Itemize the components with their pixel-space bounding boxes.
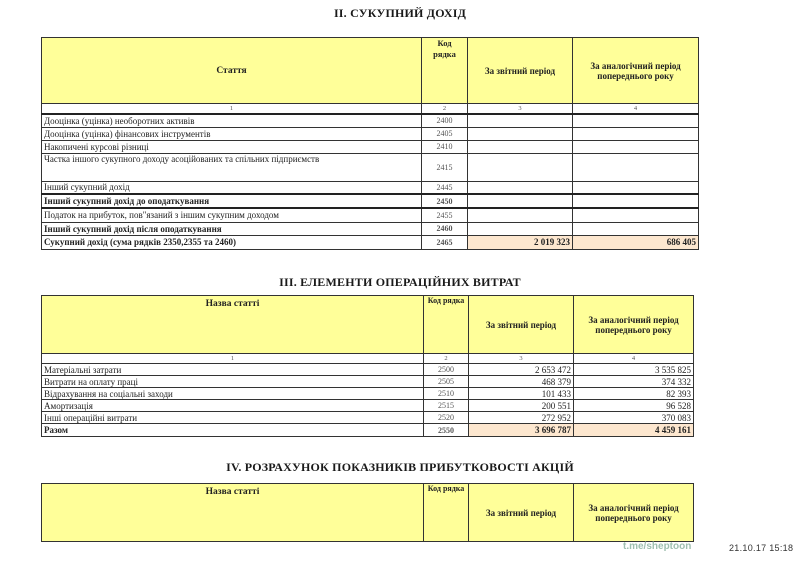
column-index-row — [42, 104, 699, 115]
row-current-value — [468, 127, 573, 140]
table-row — [42, 140, 699, 153]
column-header-previous-period — [574, 296, 694, 354]
prev-header-line1: За аналогічний період — [588, 502, 679, 513]
row-current-value: 272 952 — [469, 412, 574, 424]
row-code: 2455 — [422, 208, 468, 222]
column-header-code: Код рядка — [424, 484, 469, 542]
row-previous-value — [573, 208, 699, 222]
row-current-value — [468, 222, 573, 235]
prev-header-line1: За аналогічний період — [588, 314, 679, 325]
row-current-value: 2 019 323 — [468, 235, 573, 249]
row-label: Інший сукупний дохід після оподаткування — [42, 222, 422, 235]
timestamp: 21.10.17 15:18 — [729, 543, 794, 553]
telegram-link[interactable]: t.me/sheptoon — [623, 541, 692, 552]
row-previous-value: 686 405 — [573, 235, 699, 249]
table-row — [42, 364, 694, 376]
row-previous-value — [573, 194, 699, 208]
section-4-title: IV. РОЗРАХУНОК ПОКАЗНИКІВ ПРИБУТКОВОСТІ АКЦІЙ — [226, 460, 574, 474]
row-previous-value: 4 459 161 — [574, 424, 694, 437]
row-label: Витрати на оплату праці — [42, 376, 424, 388]
row-label: Дооцінка (уцінка) фінансових інструментів — [42, 127, 422, 140]
column-header-code: Код рядка — [424, 296, 469, 354]
column-index: 4 — [574, 354, 694, 364]
table-row — [42, 153, 699, 181]
column-header-previous-period — [574, 484, 694, 542]
row-current-value — [468, 208, 573, 222]
code-header-line2: рядка — [433, 49, 456, 59]
row-code: 2415 — [422, 153, 468, 181]
comprehensive-income-table — [41, 37, 699, 250]
column-index: 3 — [469, 354, 574, 364]
row-code: 2500 — [424, 364, 469, 376]
row-previous-value — [573, 127, 699, 140]
total-row — [42, 424, 694, 437]
row-label: Інший сукупний дохід до оподаткування — [42, 194, 422, 208]
column-index: 2 — [424, 354, 469, 364]
row-code: 2510 — [424, 388, 469, 400]
row-label: Амортизація — [42, 400, 424, 412]
row-current-value: 200 551 — [469, 400, 574, 412]
row-previous-value — [573, 140, 699, 153]
table-row — [42, 194, 699, 208]
row-current-value: 468 379 — [469, 376, 574, 388]
column-header-code — [422, 38, 468, 104]
column-header-item-name: Назва статті — [42, 484, 424, 542]
row-previous-value: 374 332 — [574, 376, 694, 388]
row-previous-value — [573, 153, 699, 181]
row-code: 2410 — [422, 140, 468, 153]
share-profitability-table — [41, 483, 694, 542]
row-previous-value: 370 083 — [574, 412, 694, 424]
row-code: 2400 — [422, 114, 468, 127]
table-row — [42, 127, 699, 140]
column-header-current-period: За звітний період — [468, 38, 573, 104]
code-header-line1: Код — [437, 38, 452, 48]
column-index: 1 — [42, 354, 424, 364]
prev-header-line2: попереднього року — [595, 324, 672, 335]
row-previous-value: 3 535 825 — [574, 364, 694, 376]
column-index: 4 — [573, 104, 699, 115]
row-previous-value — [573, 181, 699, 194]
section-2-title: II. СУКУПНИЙ ДОХІД — [333, 6, 467, 20]
table-row — [42, 412, 694, 424]
row-label: Інші операційні витрати — [42, 412, 424, 424]
table-row — [42, 388, 694, 400]
row-previous-value — [573, 114, 699, 127]
row-label: Відрахування на соціальні заходи — [42, 388, 424, 400]
row-current-value — [468, 140, 573, 153]
row-code: 2465 — [422, 235, 468, 249]
row-current-value: 101 433 — [469, 388, 574, 400]
row-code: 2550 — [424, 424, 469, 437]
row-current-value — [468, 181, 573, 194]
row-code: 2515 — [424, 400, 469, 412]
row-code: 2505 — [424, 376, 469, 388]
row-code: 2460 — [422, 222, 468, 235]
column-header-current-period: За звітний період — [469, 484, 574, 542]
column-header-previous-period — [573, 38, 699, 104]
row-code: 2405 — [422, 127, 468, 140]
row-code: 2520 — [424, 412, 469, 424]
row-label: Матеріальні затрати — [42, 364, 424, 376]
table-row — [42, 376, 694, 388]
row-label: Разом — [42, 424, 424, 437]
row-current-value — [468, 194, 573, 208]
row-label: Частка іншого сукупного доходу асоційованих та спільних підприємств — [42, 153, 422, 181]
row-label: Накопичені курсові різниці — [42, 140, 422, 153]
row-previous-value — [573, 222, 699, 235]
row-label: Інший сукупний дохід — [42, 181, 422, 194]
row-code: 2450 — [422, 194, 468, 208]
prev-header-line1: За аналогічний період — [590, 60, 681, 71]
column-index-row — [42, 354, 694, 364]
row-current-value: 3 696 787 — [469, 424, 574, 437]
prev-header-line2: попереднього року — [595, 512, 672, 523]
column-header-item-name: Назва статті — [42, 296, 424, 354]
row-label: Сукупний дохід (сума рядків 2350,2355 та 2460) — [42, 235, 422, 249]
table-row — [42, 222, 699, 235]
column-header-current-period: За звітний період — [469, 296, 574, 354]
row-current-value — [468, 114, 573, 127]
table-row — [42, 114, 699, 127]
table-row — [42, 181, 699, 194]
column-header-article: Стаття — [42, 38, 422, 104]
row-current-value: 2 653 472 — [469, 364, 574, 376]
column-index: 1 — [42, 104, 422, 115]
row-label: Дооцінка (уцінка) необоротних активів — [42, 114, 422, 127]
table-row — [42, 208, 699, 222]
row-code: 2445 — [422, 181, 468, 194]
row-previous-value: 82 393 — [574, 388, 694, 400]
row-current-value — [468, 153, 573, 181]
prev-header-line2: попереднього року — [597, 70, 674, 81]
total-row — [42, 235, 699, 249]
row-previous-value: 96 528 — [574, 400, 694, 412]
column-index: 2 — [422, 104, 468, 115]
table-row — [42, 400, 694, 412]
operating-expenses-table — [41, 295, 694, 437]
row-label: Податок на прибуток, пов"язаний з іншим сукупним доходом — [42, 208, 422, 222]
section-3-title: III. ЕЛЕМЕНТИ ОПЕРАЦІЙНИХ ВИТРАТ — [279, 275, 521, 289]
column-index: 3 — [468, 104, 573, 115]
